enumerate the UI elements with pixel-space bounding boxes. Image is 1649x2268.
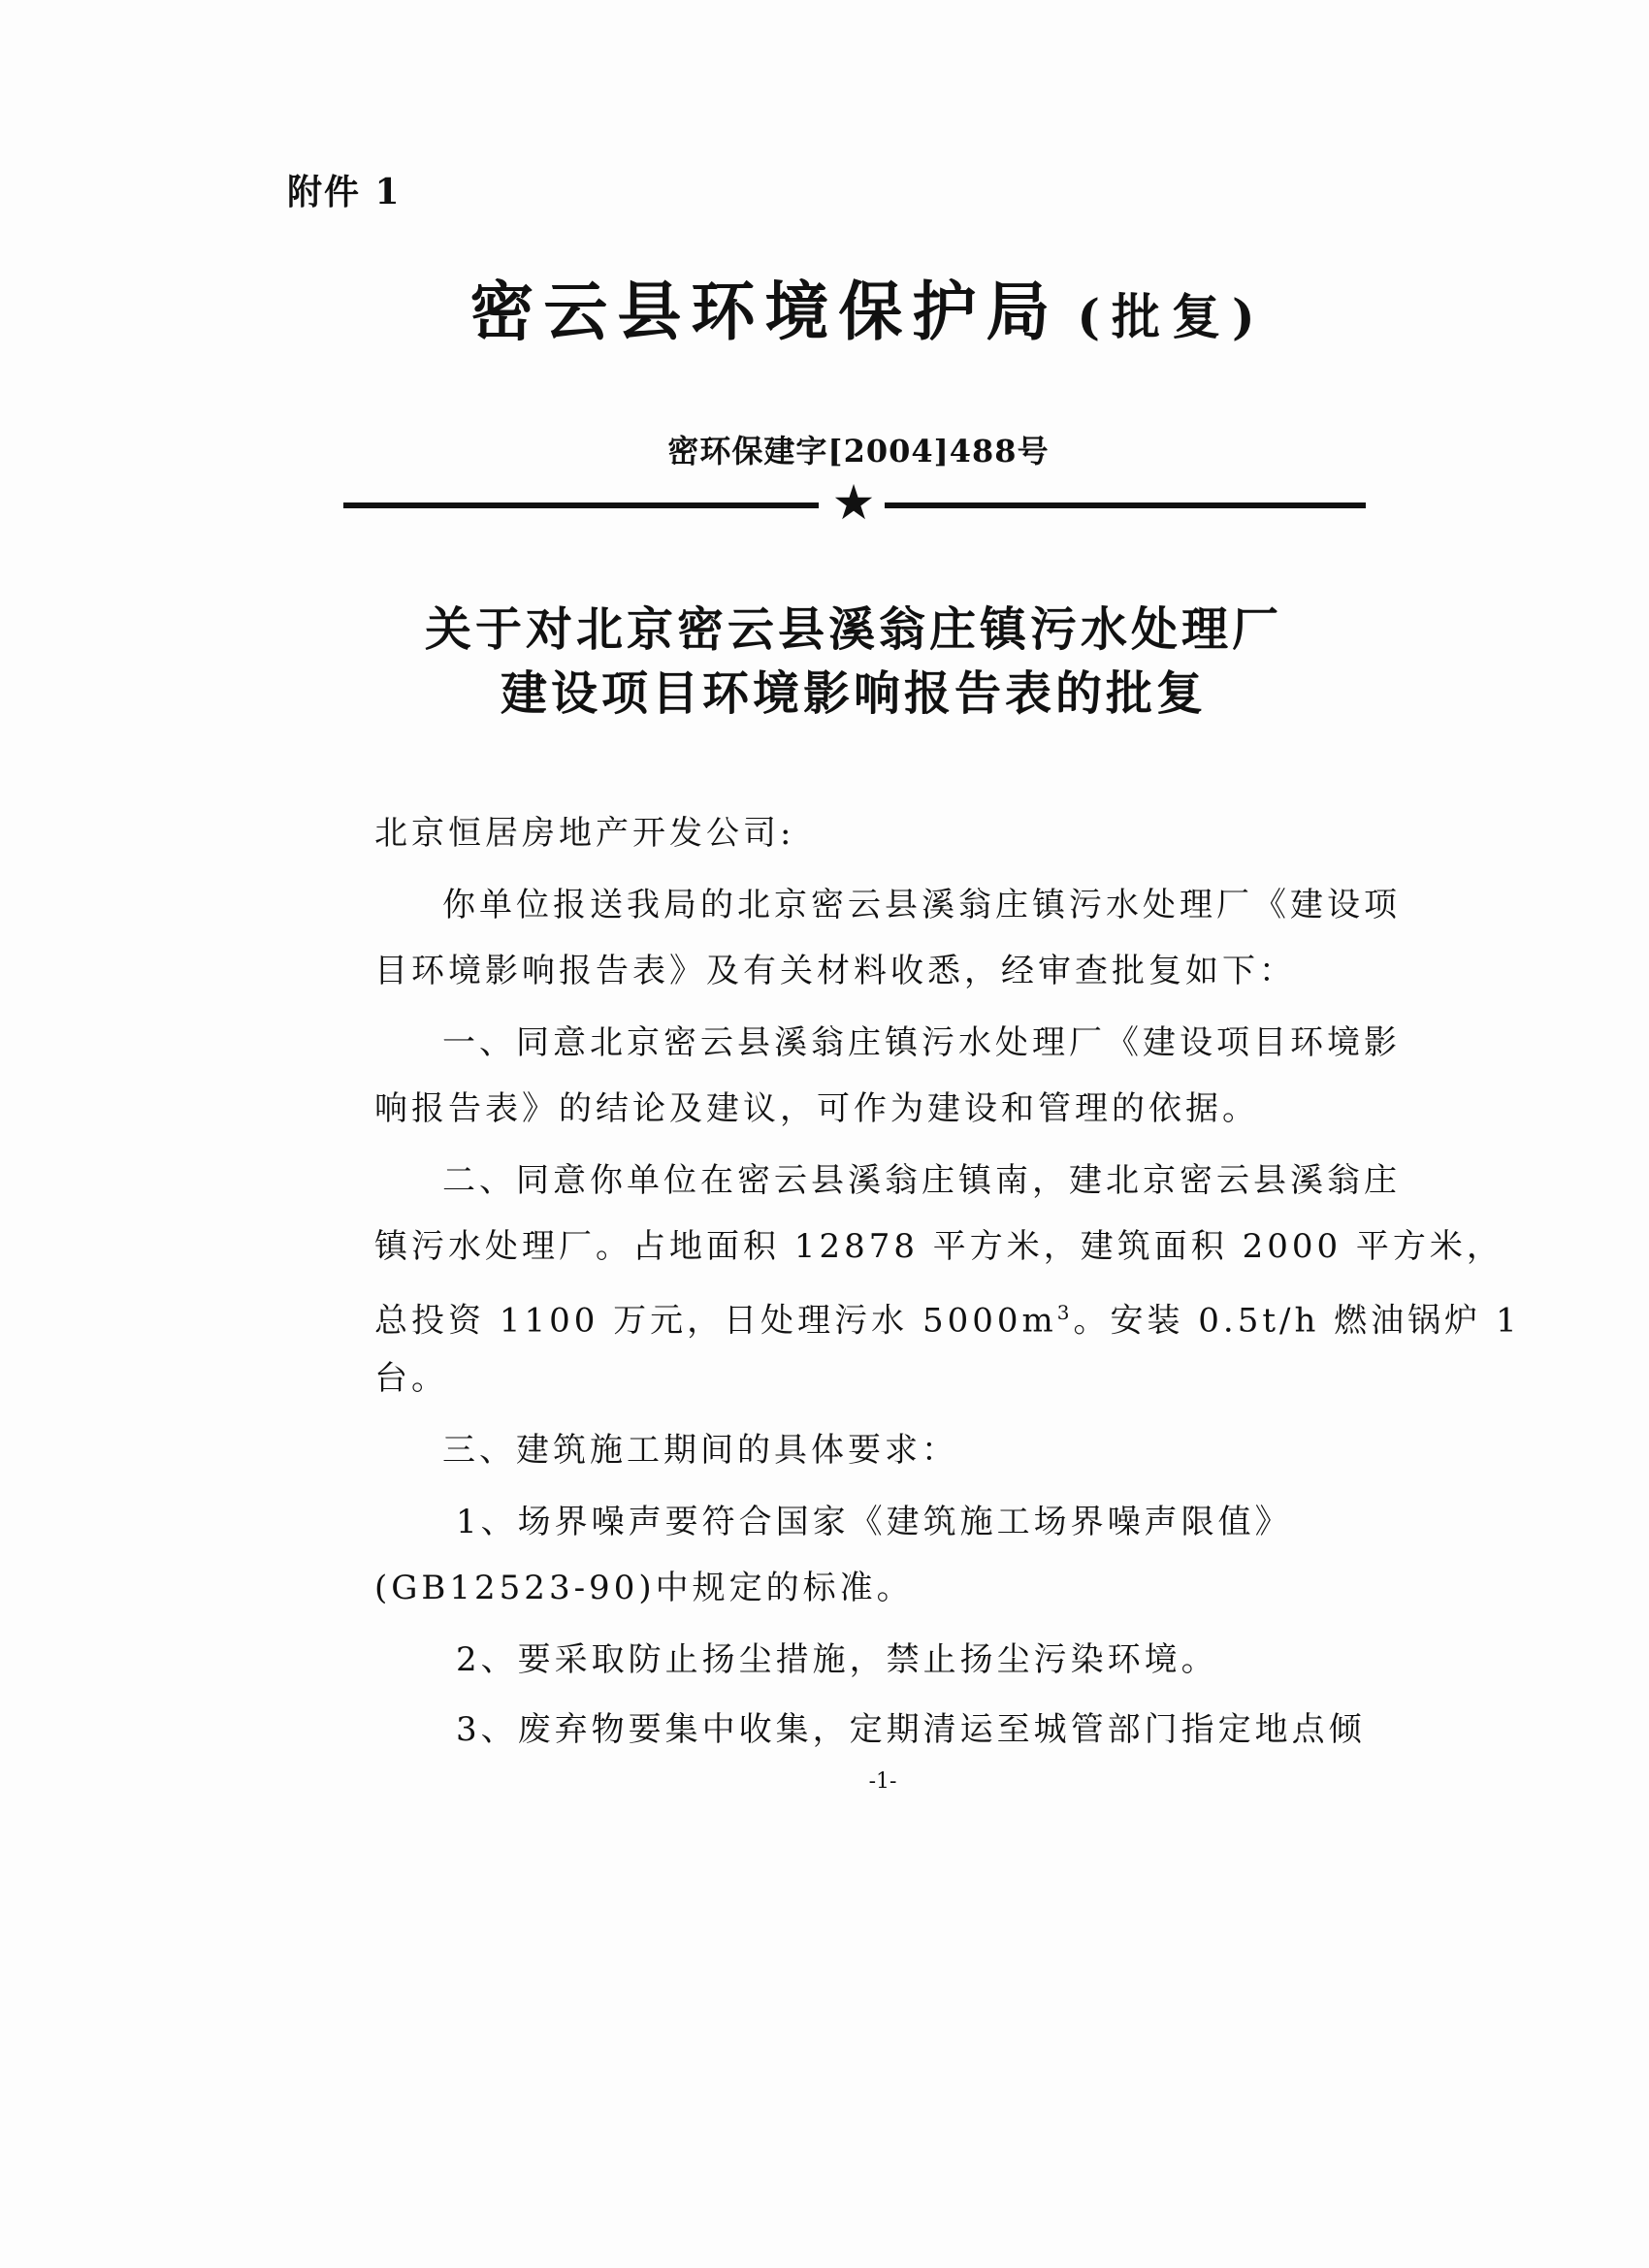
page-number: -1-: [868, 1769, 897, 1794]
paragraph-line: (GB12523-90)中规定的标准。: [374, 1569, 914, 1607]
document-number: 密环保建字[2004]488号: [667, 433, 1050, 470]
agency-tag: (批复): [1077, 288, 1267, 345]
paragraph-line: 一、同意北京密云县溪翁庄镇污水处理厂《建设项目环境影: [442, 1023, 1401, 1062]
subject-line-2: 建设项目环境影响报告表的批复: [500, 666, 1207, 721]
text-segment: 总投资 1100 万元，日处理污水 5000m: [374, 1301, 1057, 1341]
attachment-label: 附件 1: [287, 172, 402, 212]
paragraph-line: [374, 1292, 1521, 1341]
paragraph-line: 2、要采取防止扬尘措施，禁止扬尘污染环境。: [456, 1640, 1218, 1679]
text-segment: 。安装 0.5t/h 燃油锅炉 1: [1073, 1301, 1521, 1341]
paragraph-line: 二、同意你单位在密云县溪翁庄镇南，建北京密云县溪翁庄: [442, 1161, 1401, 1200]
divider-line-left: [343, 502, 819, 508]
agency-name: 密云县环境保护局: [469, 274, 1060, 349]
paragraph-line: 目环境影响报告表》及有关材料收悉，经审查批复如下：: [374, 952, 1296, 990]
star-icon: ★: [831, 474, 876, 531]
subject-line-1: 关于对北京密云县溪翁庄镇污水处理厂: [424, 602, 1282, 657]
paragraph-line: 你单位报送我局的北京密云县溪翁庄镇污水处理厂《建设项: [442, 886, 1401, 924]
paragraph-line: 1、场界噪声要符合国家《建筑施工场界噪声限值》: [456, 1503, 1292, 1541]
divider-line-right: [885, 502, 1366, 508]
paragraph-line: 台。: [374, 1359, 448, 1398]
paragraph-line: 三、建筑施工期间的具体要求：: [442, 1431, 958, 1470]
paragraph-line: 3、废弃物要集中收集，定期清运至城管部门指定地点倾: [456, 1710, 1366, 1749]
paragraph-line: 响报告表》的结论及建议，可作为建设和管理的依据。: [374, 1089, 1259, 1128]
addressee: 北京恒居房地产开发公司:: [374, 814, 795, 853]
paragraph-line: 镇污水处理厂。占地面积 12878 平方米，建筑面积 2000 平方米，: [374, 1227, 1504, 1266]
superscript: 3: [1056, 1301, 1074, 1324]
agency-title: [0, 260, 1649, 352]
